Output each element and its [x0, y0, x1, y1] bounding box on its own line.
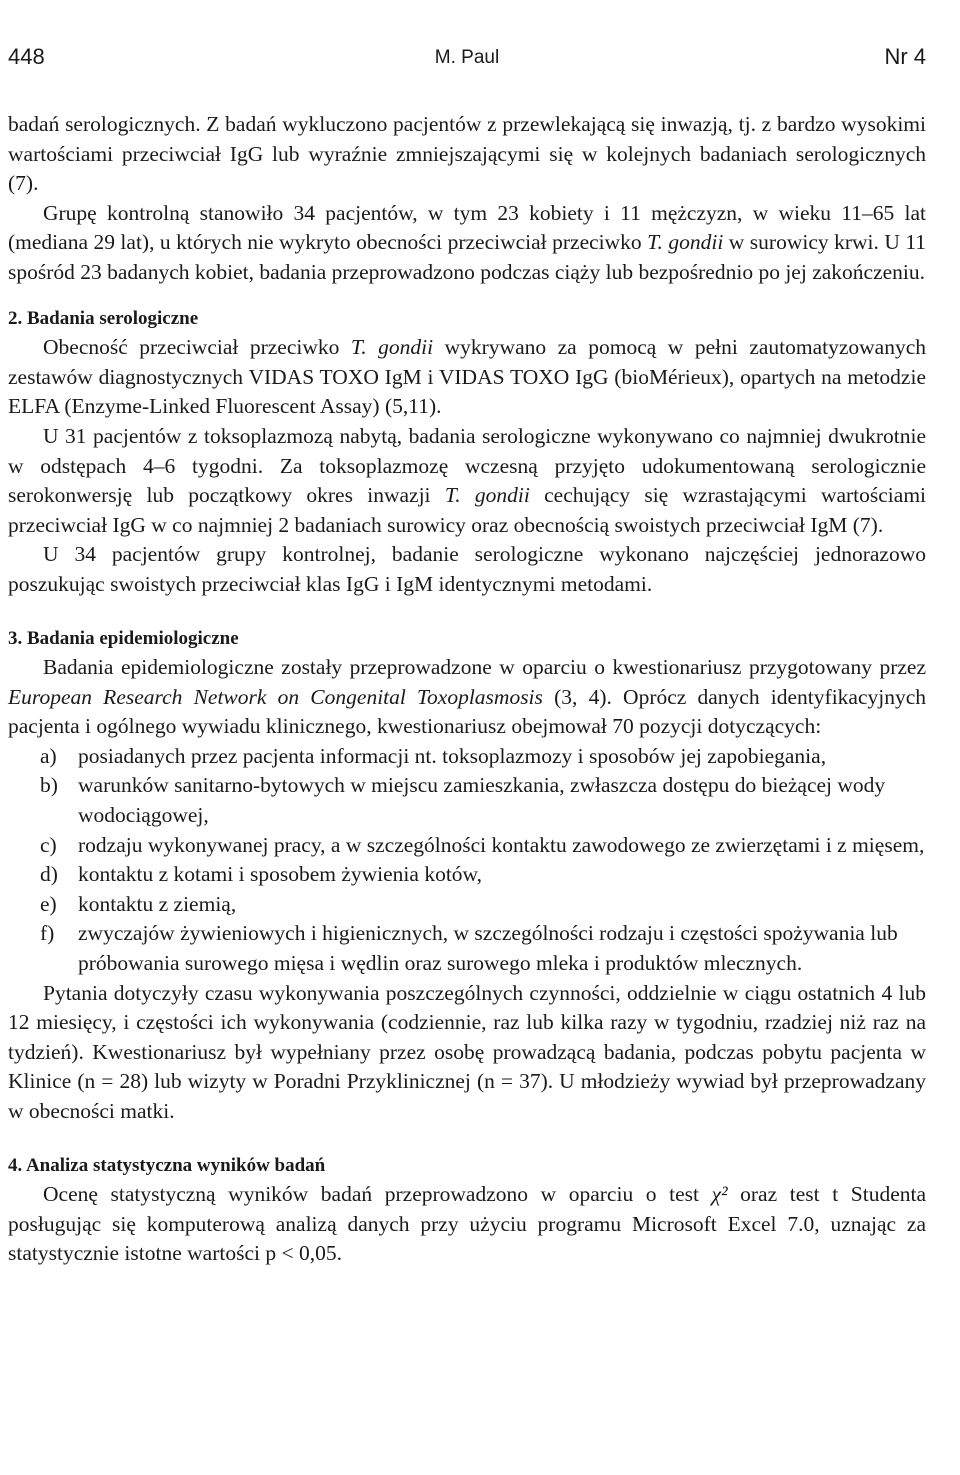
list-text: warunków sanitarno-bytowych w miejscu zamieszkania, zwłaszcza dostępu do bieżącej wody wodociągowej,	[78, 773, 886, 828]
paragraph-text: U 31 pacjentów z toksoplazmozą nabytą, badania serologiczne wykonywano co najmniej dwukrotnie w odstępach 4–6 tygodni. Za toksoplazmozę wczesną przyjęto udokumentowaną serologicznie serokonwersję lub początkowy okres inwazji	[8, 423, 926, 508]
running-author: M. Paul	[434, 47, 500, 68]
questionnaire-list	[8, 742, 926, 979]
list-item	[8, 919, 926, 978]
paragraph-text: Obecność przeciwciał przeciwko	[43, 335, 340, 360]
list-item	[8, 890, 926, 920]
paragraph-text: oraz test t Studenta posługując się komputerową analizą danych przy użyciu programu Microsoft Excel 7.0, uznając za statystycznie istotne wartości p < 0,05.	[8, 1182, 927, 1266]
issue-number: Nr 4	[884, 44, 926, 69]
paragraph-text: Ocenę statystyczną wyników badań przeprowadzono w oparciu o test	[43, 1182, 700, 1207]
list-label: a)	[40, 743, 57, 768]
paragraph-text: wykrywano za pomocą w pełni zautomatyzowanych zestawów diagnostycznych VIDAS TOXO IgM i VIDAS TOXO IgG (bioMérieux), opartych na metodzie ELFA (Enzyme-Linked Fluorescent Assay) (5,11).	[8, 335, 927, 419]
epidemiology-paragraph-2: Pytania dotyczyły czasu wykonywania poszczególnych czynności, oddzielnie w ciągu ostatnich 4 lub 12 miesięcy, i częstości ich wykonywania (codziennie, raz lub kilka razy w tygodniu, rzadziej niż raz na tydzień). Kwestionariusz był wypełniany przez osobę prowadzącą badania, podczas pobytu pacjenta w Klinice (n = 28) lub wizyty w Poradni Przyklinicznej (n = 37). U młodzieży wywiad był przeprowadzany w obecności matki.	[8, 980, 926, 1123]
paragraph-text: w surowicy krwi. U 11 spośród 23 badanych kobiet, badania przeprowadzono podczas ciąży lub bezpośrednio po jej zakończeniu.	[8, 230, 927, 284]
list-label: b)	[40, 773, 58, 798]
species-name: T. gondii	[647, 230, 724, 255]
section-heading-statistics: 4. Analiza statystyczna wyników badań	[8, 1154, 326, 1176]
list-text: rodzaju wykonywanej pracy, a w szczególności kontaktu zawodowego ze zwierzętami i z mięsem,	[78, 832, 925, 857]
epidemiology-paragraph-1	[8, 653, 926, 742]
paragraph-text: (3, 4). Oprócz danych identyfikacyjnych pacjenta i ogólnego wywiadu klinicznego, kwestionariusz obejmował 70 pozycji dotyczących:	[8, 684, 927, 739]
section-heading-epidemiology: 3. Badania epidemiologiczne	[8, 627, 239, 649]
intro-paragraph-2	[8, 199, 926, 288]
species-name: T. gondii	[350, 335, 434, 360]
section-heading-serology: 2. Badania serologiczne	[8, 307, 199, 329]
list-label: c)	[40, 832, 57, 857]
page-number: 448	[8, 44, 45, 69]
serology-paragraph-2	[8, 422, 926, 540]
species-name: T. gondii	[444, 483, 530, 508]
serology-paragraph-3: U 34 pacjentów grupy kontrolnej, badanie serologiczne wykonano najczęściej jednorazowo poszukując swoistych przeciwciał klas IgG i IgM identycznymi metodami.	[8, 542, 926, 596]
list-item	[8, 742, 926, 772]
network-name: European Research Network on Congenital Toxoplasmosis	[8, 684, 543, 709]
paragraph-text: cechujący się wzrastającymi wartościami przeciwciał IgG w co najmniej 2 badaniach surowicy oraz obecnością swoistych przeciwciał IgM (7).	[8, 483, 927, 537]
list-item	[8, 831, 926, 861]
paragraph-text: Badania epidemiologiczne zostały przeprowadzone w oparciu o kwestionariusz przygotowany przez	[43, 655, 926, 680]
list-text: posiadanych przez pacjenta informacji nt. toksoplazmozy i sposobów jej zapobiegania,	[78, 743, 827, 768]
serology-paragraph-1	[8, 333, 926, 422]
list-label: e)	[40, 891, 57, 916]
running-header	[8, 44, 926, 76]
paragraph-text: Grupę kontrolną stanowiło 34 pacjentów, w tym 23 kobiety i 11 mężczyzn, w wieku 11–65 lat (mediana 29 lat), u których nie wykryto obecności przeciwciał przeciwko	[8, 200, 926, 255]
intro-paragraph-1: badań serologicznych. Z badań wykluczono pacjentów z przewlekającą się inwazją, tj. z bardzo wysokimi wartościami przeciwciał IgG lub wyraźnie zmniejszającymi się w kolejnych badaniach serologicznych (7).	[8, 112, 926, 196]
list-item	[8, 771, 926, 830]
list-label: d)	[40, 862, 58, 887]
chi-squared-symbol: χ²	[711, 1182, 728, 1207]
list-text: kontaktu z ziemią,	[78, 891, 237, 916]
statistics-paragraph-1	[8, 1180, 926, 1269]
article-body	[8, 110, 926, 1269]
list-text: kontaktu z kotami i sposobem żywienia kotów,	[78, 862, 483, 887]
list-text: zwyczajów żywieniowych i higienicznych, w szczególności rodzaju i częstości spożywania lub próbowania surowego mięsa i wędlin oraz surowego mleka i produktów mlecznych.	[78, 921, 898, 976]
list-item	[8, 860, 926, 890]
list-label: f)	[40, 921, 55, 946]
